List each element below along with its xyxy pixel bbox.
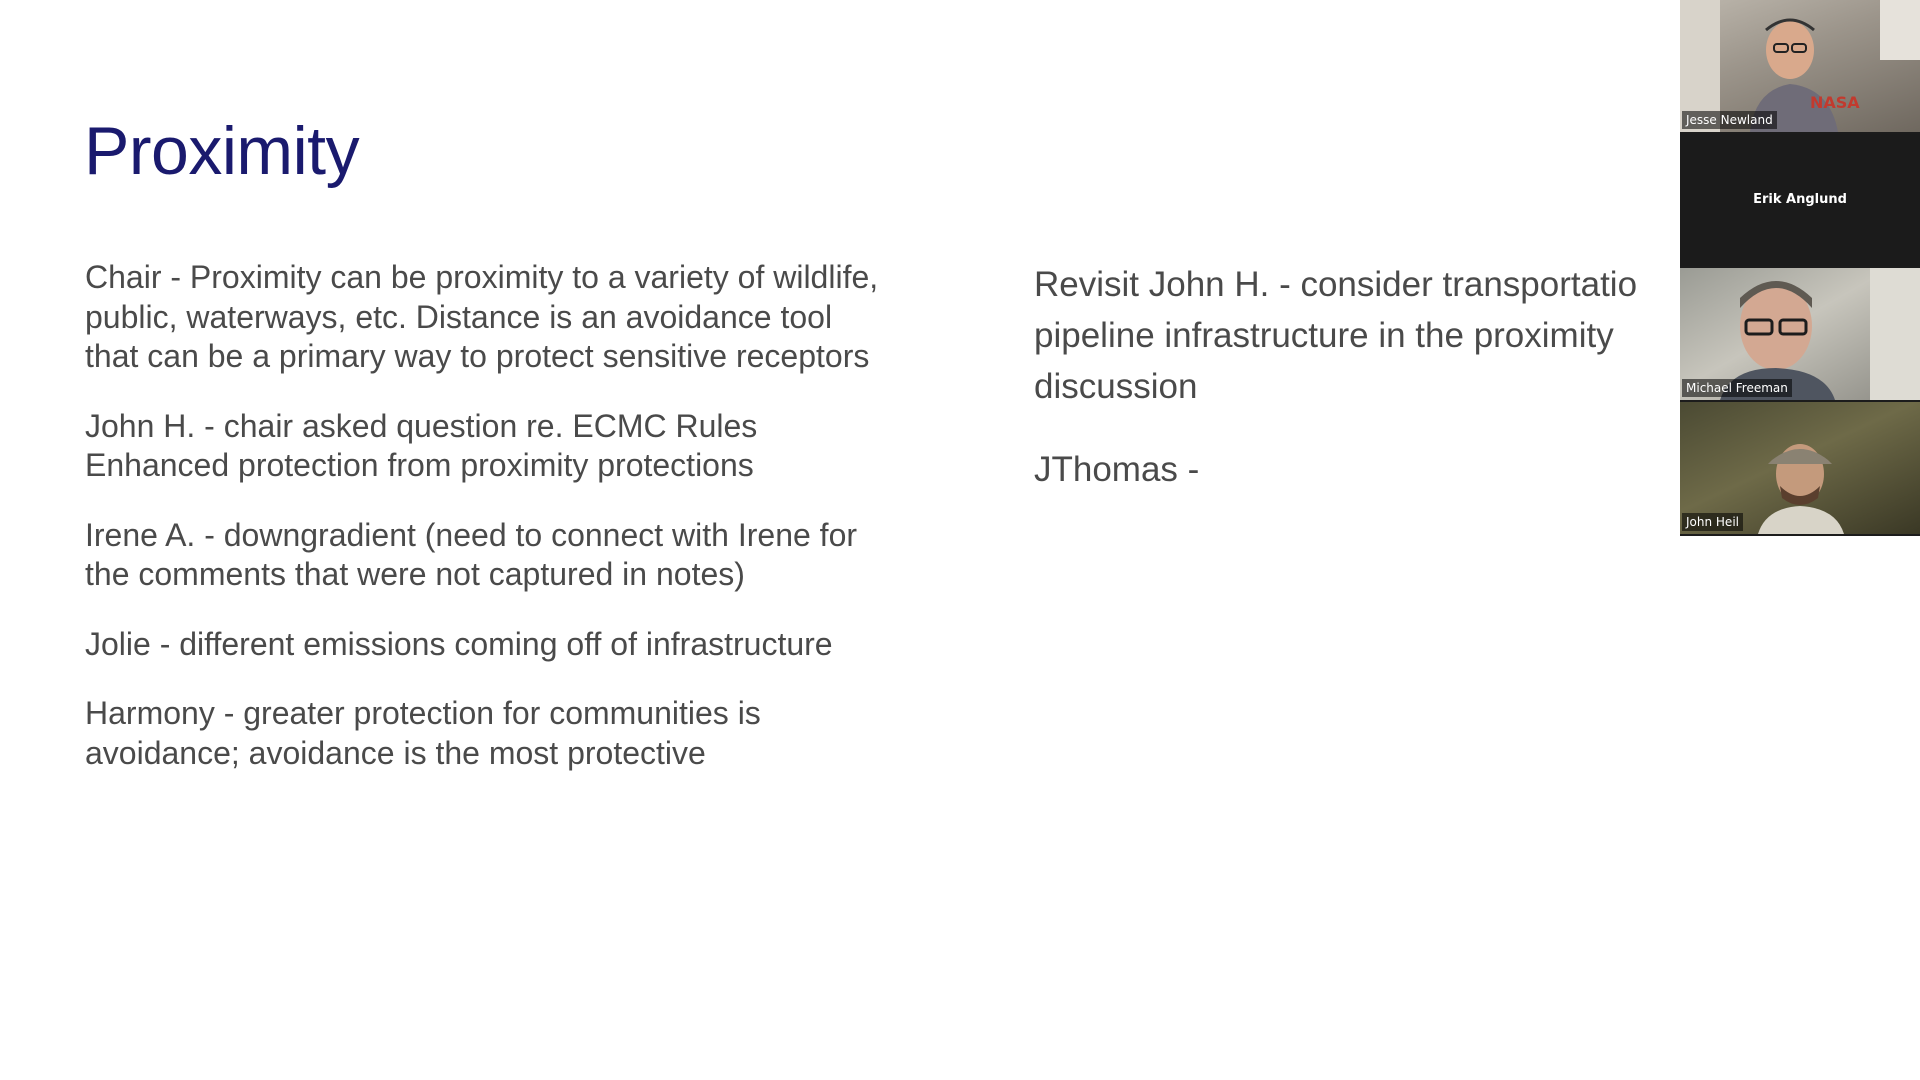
note-item-jthomas: JThomas - xyxy=(1034,450,1200,489)
note-item-harmony: Harmony - greater protection for communities is avoidance; avoidance is the most protective xyxy=(85,695,761,771)
participant-tile-michael-freeman[interactable] xyxy=(1680,268,1920,400)
note-item-chair: Chair - Proximity can be proximity to a variety of wildlife, public, waterways, etc. Distance is an avoidance tool that can be a primary way to protect sensitive receptors xyxy=(85,259,879,374)
slide-left-column xyxy=(85,258,885,803)
participant-name-label: Michael Freeman xyxy=(1682,379,1792,397)
participant-tile-jesse-newland[interactable] xyxy=(1680,0,1920,132)
note-item-john-h: John H. - chair asked question re. ECMC Rules Enhanced protection from proximity protections xyxy=(85,407,758,483)
note-item-jolie: Jolie - different emissions coming off of infrastructure xyxy=(85,625,833,662)
participant-name-label: Jesse Newland xyxy=(1682,111,1777,129)
svg-text:NASA: NASA xyxy=(1810,93,1860,112)
participant-video-panel xyxy=(1680,0,1920,536)
participant-name-label: Erik Anglund xyxy=(1753,192,1847,207)
slide-title: Proximity xyxy=(84,113,360,189)
participant-tile-erik-anglund[interactable] xyxy=(1680,134,1920,266)
participant-tile-john-heil[interactable] xyxy=(1680,402,1920,534)
note-item-revisit-john-h: Revisit John H. - consider transportatio pipeline infrastructure in the proximity discussion xyxy=(1034,265,1638,406)
slide-right-column xyxy=(1034,259,1684,527)
participant-name-label: John Heil xyxy=(1682,513,1743,531)
note-item-irene-a: Irene A. - downgradient (need to connect with Irene for the comments that were not captured in notes) xyxy=(85,516,858,592)
